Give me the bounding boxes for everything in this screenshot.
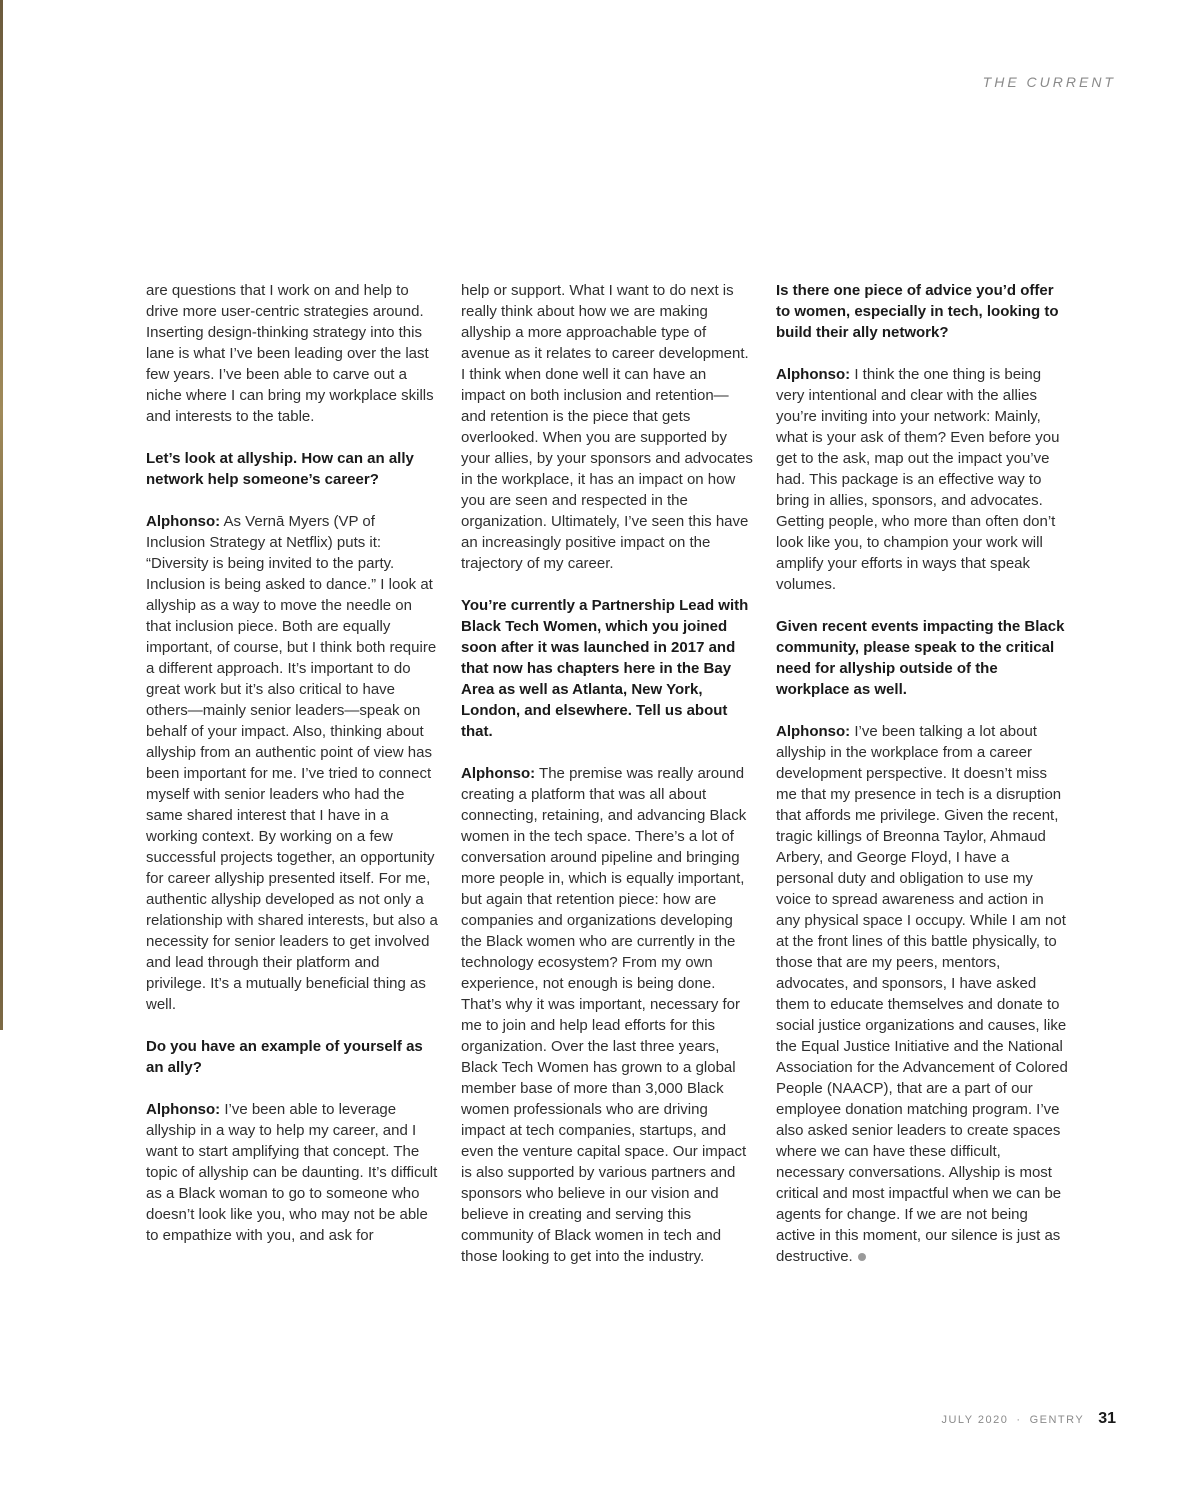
paragraph: help or support. What I want to do next is really think about how we are making allyship a more approachable type of avenue as it relates to career development. I think when done well it can have an impact on both inclusion and retention—and retention is the piece that gets overlooked. When you are supported by your allies, by your sponsors and advocates in the workplace, it has an impact on how you are seen and respected in the organization. Ultimately, I’ve seen this have an increasingly positive impact on the trajectory of my career.: [461, 282, 753, 572]
answer-text: I’ve been talking a lot about allyship in the workplace from a career development perspective. It doesn’t miss me that my presence in tech is a disruption that affords me privilege. Given the recent, tragic killings of Breonna Taylor, Ahmaud Arbery, and George Floyd, I have a personal duty and obligation to use my voice to spread awareness and action in any physical space I occupy. While I am not at the front lines of this battle physically, to those that are my peers, mentors, advocates, and sponsors, I have asked them to educate themselves and donate to social justice organizations and causes, like the Equal Justice Initiative and the National Association for the Advancement of Colored People (NAACP), that are a part of our employee donation matching program. I’ve also asked senior leaders to create spaces where we can have these difficult, necessary conversations. Allyship is most critical and most impactful when we can be agents for change. If we are not being active in this moment, our silence is just as destructive.: [776, 723, 1068, 1265]
answer-text: The premise was really around creating a platform that was all about connecting, retaining, and advancing Black women in the tech space. There’s a lot of conversation around pipeline and bringing more people in, which is equally important, but again that retention piece: how are companies and organizations developing the Black women who are currently in the technology ecosystem? From my own experience, not enough is being done. That’s why it was important, necessary for me to join and help lead efforts for this organization. Over the last three years, Black Tech Women has grown to a global member base of more than 3,000 Black women professionals who are driving impact at tech companies, startups, and even the venture capital space. Our impact is also supported by various partners and sponsors who believe in our vision and believe in creating and serving this community of Black women in tech and those looking to get into the industry.: [461, 765, 747, 1265]
article-column-3: [776, 280, 1068, 1267]
interview-answer: [776, 721, 1068, 1267]
interview-question: Let’s look at allyship. How can an ally network help someone’s career?: [146, 450, 414, 488]
section-label: THE CURRENT: [982, 74, 1116, 90]
interview-question: Given recent events impacting the Black community, please speak to the critical need for allyship outside of the workplace as well.: [776, 618, 1065, 698]
photo-edge-strip: [0, 0, 3, 1030]
page-number: 31: [1098, 1410, 1116, 1427]
answer-text: I’ve been able to leverage allyship in a way to help my career, and I want to start amplifying that concept. The topic of allyship can be daunting. It’s difficult as a Black woman to go to someone who doesn’t look like you, who may not be able to empathize with you, and ask for: [146, 1101, 438, 1244]
speaker-name: Alphonso:: [146, 513, 221, 530]
speaker-name: Alphonso:: [776, 366, 851, 383]
answer-text: As Vernā Myers (VP of Inclusion Strategy at Netflix) puts it: “Diversity is being invited to the party. Inclusion is being asked to dance.” I look at allyship as a way to move the needle on that inclusion piece. Both are equally important, of course, but I think both require a different approach. It’s important to do great work but it’s also critical to have others—mainly senior leaders—speak on behalf of your impact. Also, thinking about allyship from an authentic point of view has been important for me. I’ve tried to connect myself with senior leaders who had the same shared interest that I have in a working context. By working on a few successful projects together, an opportunity for career allyship presented itself. For me, authentic allyship developed as not only a relationship with shared interests, but also a necessity for senior leaders to get involved and lead through their platform and privilege. It’s a mutually beneficial thing as well.: [146, 513, 438, 1013]
interview-answer: [776, 364, 1068, 595]
footer-separator: ·: [1016, 1414, 1022, 1426]
magazine-name: GENTRY: [1029, 1414, 1085, 1426]
interview-question: Is there one piece of advice you’d offer to women, especially in tech, looking to build their ally network?: [776, 282, 1059, 341]
interview-question: Do you have an example of yourself as an ally?: [146, 1038, 423, 1076]
interview-answer: [461, 763, 753, 1267]
article-column-1: [146, 280, 438, 1246]
answer-text: I think the one thing is being very intentional and clear with the allies you’re inviting into your network: Mainly, what is your ask of them? Even before you get to the ask, map out the impact you’ve had. This package is an effective way to bring in allies, sponsors, and advocates. Getting people, who more than often don’t look like you, to champion your work will amplify your efforts in ways that speak volumes.: [776, 366, 1060, 593]
end-of-article-dot-icon: [858, 1253, 866, 1261]
page-footer: [941, 1410, 1116, 1428]
interview-question: You’re currently a Partnership Lead with Black Tech Women, which you joined soon after it was launched in 2017 and that now has chapters here in the Bay Area as well as Atlanta, New York, London, and elsewhere. Tell us about that.: [461, 597, 749, 740]
speaker-name: Alphonso:: [461, 765, 536, 782]
interview-answer: [146, 1099, 438, 1246]
article-column-2: [461, 280, 753, 1267]
issue-date: JULY 2020: [941, 1414, 1009, 1426]
speaker-name: Alphonso:: [776, 723, 851, 740]
paragraph: are questions that I work on and help to drive more user-centric strategies around. Inserting design-thinking strategy into this lane is what I’ve been leading over the last few years. I’ve been able to carve out a niche where I can bring my workplace skills and interests to the table.: [146, 282, 434, 425]
interview-answer: [146, 511, 438, 1015]
speaker-name: Alphonso:: [146, 1101, 221, 1118]
